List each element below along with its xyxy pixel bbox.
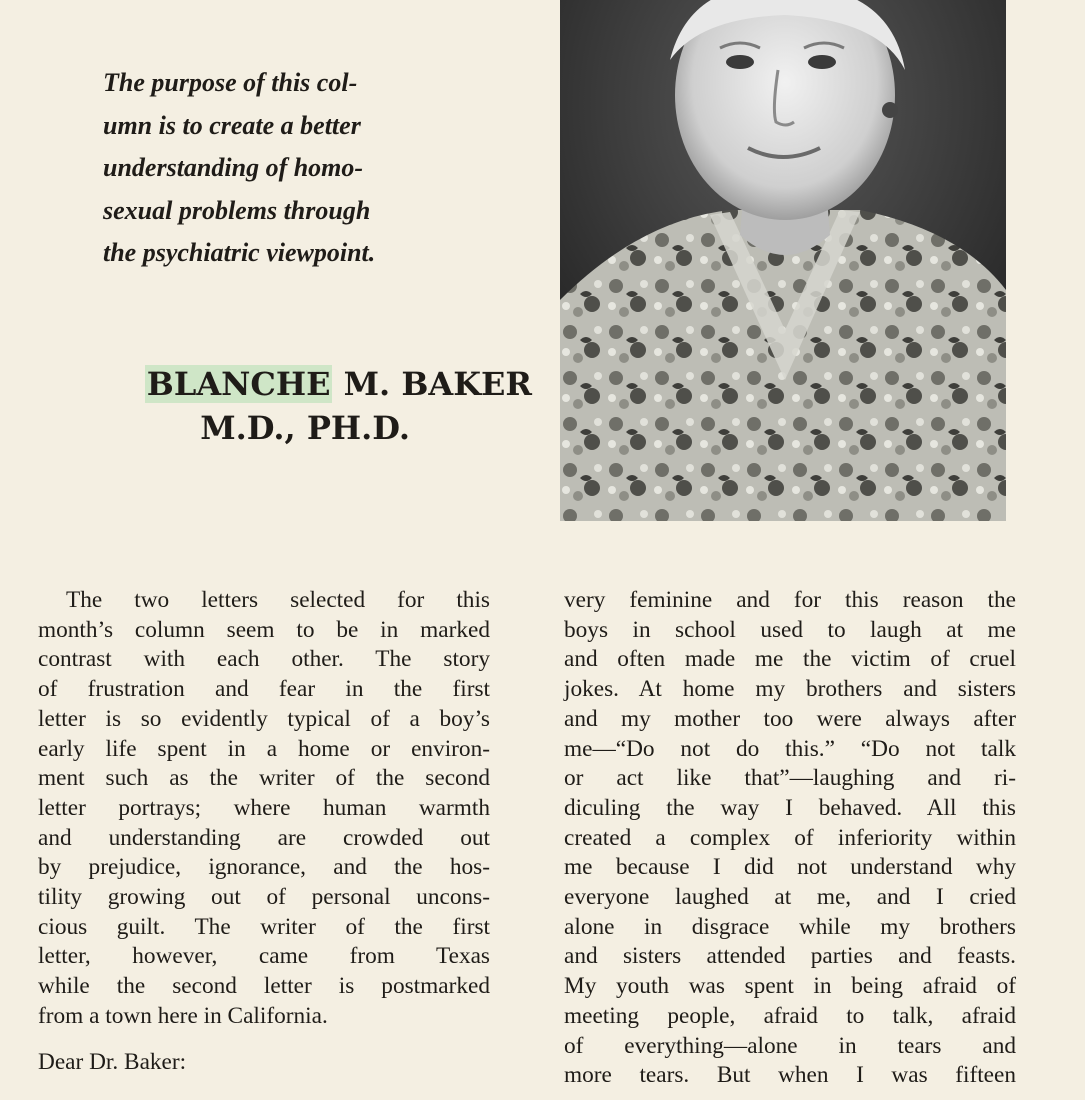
author-byline (32, 362, 532, 450)
article-column-left (38, 586, 490, 1077)
body-line: me—“Do not do this.” “Do not talk (564, 735, 1016, 762)
body-line: me because I did not understand why (564, 854, 1016, 881)
body-line: diculing the way I behaved. All this (564, 794, 1016, 821)
author-first-name-highlighted: BLANCHE (146, 365, 331, 403)
body-line: of frustration and fear in the first (38, 676, 490, 703)
article-column-right (564, 586, 1016, 1091)
body-line: and my mother too were always after (564, 705, 1016, 732)
purpose-line: umn is to create a better (103, 110, 361, 140)
body-line: very feminine and for this reason the (564, 587, 1016, 613)
body-line: contrast with each other. The story (38, 646, 490, 673)
body-line: created a complex of inferiority within (564, 824, 1016, 851)
body-line: jokes. At home my brothers and sisters (564, 676, 1016, 703)
body-line: letter, however, came from Texas (38, 943, 490, 970)
portrait-illustration (560, 0, 1006, 521)
body-line: or act like that”—laughing and ri- (564, 765, 1016, 792)
body-line: by prejudice, ignorance, and the hos- (38, 854, 490, 881)
body-line: letter portrays; where human warmth (38, 794, 490, 821)
body-line: and often made me the victim of cruel (564, 646, 1016, 673)
purpose-line: The purpose of this col- (103, 68, 358, 97)
purpose-line: the psychiatric viewpoint. (103, 238, 376, 267)
body-line: and understanding are crowded out (38, 824, 490, 851)
author-last-name: M. BAKER (343, 365, 532, 403)
purpose-line: understanding of homo- (103, 153, 364, 182)
body-line: The two letters selected for this (66, 587, 490, 613)
purpose-line: sexual problems through (103, 195, 371, 225)
body-line: alone in disgrace while my brothers (564, 913, 1016, 940)
body-line: more tears. But when I was fifteen (564, 1062, 1016, 1089)
body-line: letter is so evidently typical of a boy’s (38, 705, 490, 732)
body-line: ment such as the writer of the second (38, 765, 490, 792)
column-purpose-statement (103, 62, 463, 275)
author-name (32, 362, 532, 406)
body-line: and sisters attended parties and feasts. (564, 943, 1016, 970)
body-line: month’s column seem to be in marked (38, 616, 490, 643)
body-line: cious guilt. The writer of the first (38, 913, 490, 940)
author-portrait-photo (560, 0, 1006, 521)
body-line: tility growing out of personal uncons- (38, 884, 490, 911)
letter-salutation: Dear Dr. Baker: (38, 1048, 187, 1075)
author-credentials: M.D., PH.D. (200, 409, 410, 447)
body-line: My youth was spent in being afraid of (564, 973, 1016, 1000)
body-line: early life spent in a home or environ- (38, 735, 490, 762)
body-line: meeting people, afraid to talk, afraid (564, 1002, 1016, 1029)
body-line: boys in school used to laugh at me (564, 616, 1016, 643)
body-line: everyone laughed at me, and I cried (564, 884, 1016, 911)
body-line: while the second letter is postmarked (38, 973, 490, 1000)
body-line: of everything—alone in tears and (564, 1032, 1016, 1059)
body-line: from a town here in California. (38, 1002, 328, 1029)
